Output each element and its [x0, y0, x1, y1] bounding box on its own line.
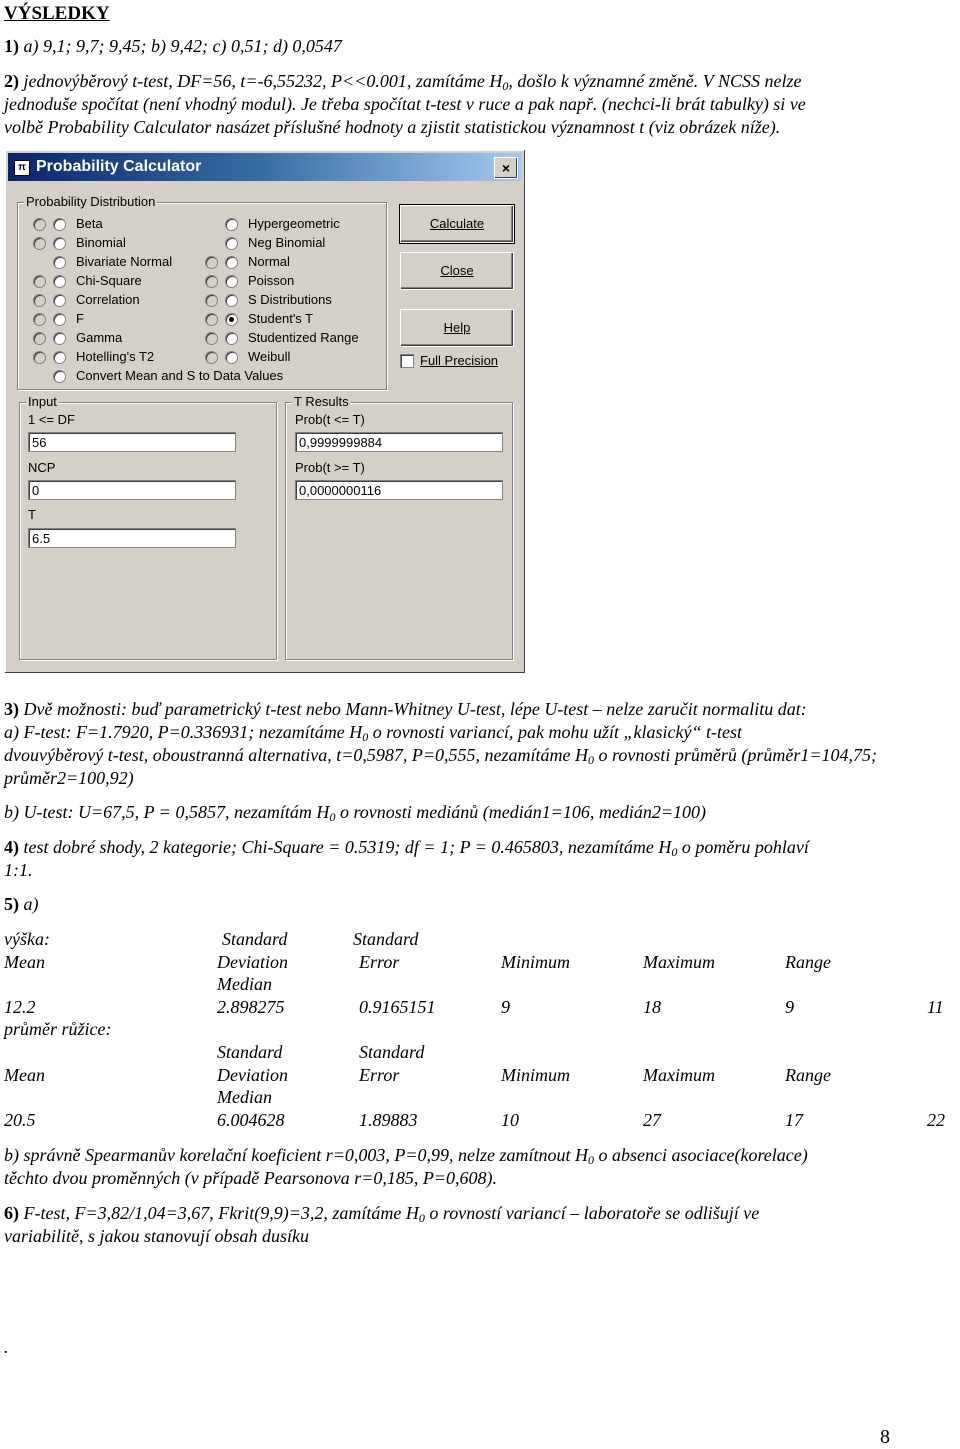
answer-4-line-2: 1:1. [4, 860, 33, 880]
radio-button[interactable] [205, 313, 218, 326]
table-2-cell: 10 [501, 1110, 519, 1130]
probability-calculator-dialog [4, 149, 526, 674]
answer-2-line-3: volbě Probability Calculator nasázet příslušné hodnoty a zjistit statistickou významnost t (viz obrázek níže). [4, 117, 781, 137]
dialog-title: Probability Calculator [36, 158, 202, 175]
table-1-name: výška: [4, 929, 50, 949]
table-1-cell: 18 [643, 997, 661, 1017]
table-2-cell: 1.89883 [359, 1110, 418, 1130]
table-1-header-cell: Error [359, 952, 400, 972]
answer-3-line-1: 3) Dvě možnosti: buď parametrický t-test nebo Mann-Whitney U-test, lépe U-test – nelze zaručit normalitu dat: [4, 699, 807, 719]
ncp-label: NCP [28, 460, 56, 475]
answer-1: 1) a) 9,1; 9,7; 9,45; b) 9,42; c) 0,51; d) 0,0547 [4, 36, 342, 56]
calculate-button[interactable]: Calculate [400, 205, 514, 243]
distribution-option-label: Beta [76, 216, 103, 231]
table-1-header-cell: Mean [4, 952, 45, 972]
table-2-cell: 20.5 [4, 1110, 36, 1130]
table-1-cell: 11 [927, 997, 944, 1017]
radio-button[interactable] [205, 332, 218, 345]
radio-button[interactable] [33, 332, 46, 345]
df-label: 1 <= DF [28, 412, 75, 427]
radio-button[interactable] [33, 313, 46, 326]
page-heading: VÝSLEDKY [4, 3, 110, 24]
radio-button[interactable] [53, 351, 66, 364]
table-2-header-cell: Mean [4, 1065, 45, 1085]
table-1-cell: 0.9165151 [359, 997, 436, 1017]
radio-button[interactable] [53, 218, 66, 231]
distribution-option-label: Poisson [248, 273, 295, 288]
group-label: Input [28, 394, 57, 409]
radio-button[interactable] [53, 275, 66, 288]
answer-5-label: 5) a) [4, 894, 39, 914]
answer-2-line-1: 2) jednovýběrový t-test, DF=56, t=-6,55232, P<<0.001, zamítáme $H_0$, došlo k významné změně. V NCSS nelze [4, 71, 802, 93]
distribution-option-label: Binomial [76, 235, 126, 250]
group-label: T Results [294, 394, 349, 409]
radio-button[interactable] [53, 237, 66, 250]
radio-button[interactable] [225, 237, 238, 250]
radio-button[interactable] [53, 294, 66, 307]
radio-button[interactable] [225, 294, 238, 307]
radio-button[interactable] [225, 332, 238, 345]
distribution-option-label: Convert Mean and S to Data Values [76, 368, 284, 383]
table-1-cell: 9 [785, 997, 794, 1017]
radio-button[interactable] [205, 294, 218, 307]
table-1-header-cell: Median [217, 974, 272, 994]
distribution-option-label: Student's T [248, 311, 314, 326]
table-2-header-cell: Standard [217, 1042, 283, 1062]
radio-button[interactable] [33, 275, 46, 288]
answer-6-line-1: 6) F-test, F=3,82/1,04=3,67, Fkrit(9,9)=3,2, zamítáme $H_0$ o rovností variancí – laboratoře se odlišují ve [4, 1203, 760, 1225]
page-number: 8 [880, 1426, 890, 1448]
answer-4-line-1: 4) test dobré shody, 2 kategorie; Chi-Square = 0.5319; df = 1; P = 0.465803, nezamítáme $H_0$ o poměru pohlaví [4, 837, 809, 859]
table-2-cell: 17 [785, 1110, 803, 1130]
radio-button[interactable] [225, 256, 238, 269]
full-precision-checkbox[interactable] [400, 354, 414, 368]
radio-button[interactable] [33, 294, 46, 307]
radio-button[interactable] [225, 218, 238, 231]
distribution-option-label: Neg Binomial [248, 235, 326, 250]
table-2-header-cell: Error [359, 1065, 400, 1085]
table-1-header-cell: Deviation [217, 952, 288, 972]
distribution-option-label: Hotelling's T2 [76, 349, 155, 364]
group-label: Probability Distribution [26, 194, 156, 209]
radio-button[interactable] [53, 370, 66, 383]
distribution-option-label: Normal [248, 254, 290, 269]
table-1-header-cell: Maximum [643, 952, 715, 972]
table-2-header-cell: Minimum [501, 1065, 570, 1085]
table-1-header-cell: Standard [222, 929, 288, 949]
radio-button[interactable] [33, 218, 46, 231]
radio-button[interactable] [225, 313, 238, 326]
table-1-header-cell: Standard [353, 929, 419, 949]
table-2-name: průměr růžice: [4, 1019, 112, 1039]
close-button[interactable]: Close [400, 252, 514, 290]
t-input[interactable]: 6.5 [28, 528, 236, 548]
table-2-header-cell: Median [217, 1087, 272, 1107]
table-2-cell: 6.004628 [217, 1110, 285, 1130]
radio-button[interactable] [33, 237, 46, 250]
distribution-option-label: Gamma [76, 330, 123, 345]
table-1-cell: 9 [501, 997, 510, 1017]
df-input[interactable]: 56 [28, 432, 236, 452]
dialog-titlebar [8, 153, 522, 181]
prob-ge-field[interactable]: 0,0000000116 [295, 480, 503, 500]
radio-button[interactable] [225, 351, 238, 364]
radio-button[interactable] [33, 351, 46, 364]
radio-button[interactable] [53, 256, 66, 269]
distribution-option-label: Correlation [76, 292, 140, 307]
answer-5b-line-2: těchto dvou proměnných (v případě Pearsonova r=0,185, P=0,608). [4, 1168, 498, 1188]
t-label: T [28, 507, 36, 522]
table-1-cell: 2.898275 [217, 997, 285, 1017]
table-1-header-cell: Minimum [501, 952, 570, 972]
table-2-header-cell: Deviation [217, 1065, 288, 1085]
distribution-option-label: Bivariate Normal [76, 254, 173, 269]
table-2-header-cell: Standard [359, 1042, 425, 1062]
answer-3-line-4: průměr2=100,92) [4, 768, 134, 788]
app-icon: π [14, 160, 30, 176]
table-2-cell: 27 [643, 1110, 661, 1130]
radio-button[interactable] [205, 351, 218, 364]
table-2-header-cell: Range [785, 1065, 831, 1085]
radio-button[interactable] [53, 332, 66, 345]
answer-3-line-5: b) U-test: U=67,5, P = 0,5857, nezamítám $H_0$ o rovnosti mediánů (medián1=106, medián2=100) [4, 802, 707, 824]
table-2-header-cell: Maximum [643, 1065, 715, 1085]
distribution-option-label: Chi-Square [76, 273, 142, 288]
table-2-cell: 22 [927, 1110, 945, 1130]
answer-3-line-2: a) F-test: F=1.7920, P=0.336931; nezamítáme $H_0$ o rovnosti variancí, pak mohu užít „klasický“ t-test [4, 722, 743, 744]
full-precision-label: Full Precision [420, 353, 499, 368]
table-1-header-cell: Range [785, 952, 831, 972]
answer-2-line-2: jednoduše spočítat (není vhodný modul). Je třeba spočítat t-test v ruce a pak např. (nechci-li brát tabulky) si ve [4, 94, 806, 114]
radio-button[interactable] [205, 275, 218, 288]
trailing-dot: . [4, 1337, 9, 1357]
help-button[interactable]: Help [400, 309, 514, 347]
distribution-option-label: F [76, 311, 84, 326]
prob-le-field[interactable]: 0,9999999884 [295, 432, 503, 452]
distribution-option-label: Studentized Range [248, 330, 359, 345]
answer-6-line-2: variabilitě, s jakou stanovují obsah dusíku [4, 1226, 309, 1246]
ncp-input[interactable]: 0 [28, 480, 236, 500]
radio-button[interactable] [225, 275, 238, 288]
table-1-cell: 12.2 [4, 997, 36, 1017]
prob-ge-label: Prob(t >= T) [295, 460, 365, 475]
prob-le-label: Prob(t <= T) [295, 412, 365, 427]
distribution-option-label: S Distributions [248, 292, 332, 307]
radio-button[interactable] [205, 256, 218, 269]
close-icon[interactable]: × [494, 157, 518, 179]
distribution-option-label: Hypergeometric [248, 216, 340, 231]
answer-3-line-3: dvouvýběrový t-test, oboustranná alternativa, t=0,5987, P=0,555, nezamítáme $H_0$ o rovnosti průměrů (průměr1=104,75; [4, 745, 878, 767]
distribution-option-label: Weibull [248, 349, 291, 364]
answer-5b-line-1: b) správně Spearmanův korelační koeficient r=0,003, P=0,99, nelze zamítnout $H_0$ o absenci asociace(korelace) [4, 1145, 808, 1167]
radio-button[interactable] [53, 313, 66, 326]
